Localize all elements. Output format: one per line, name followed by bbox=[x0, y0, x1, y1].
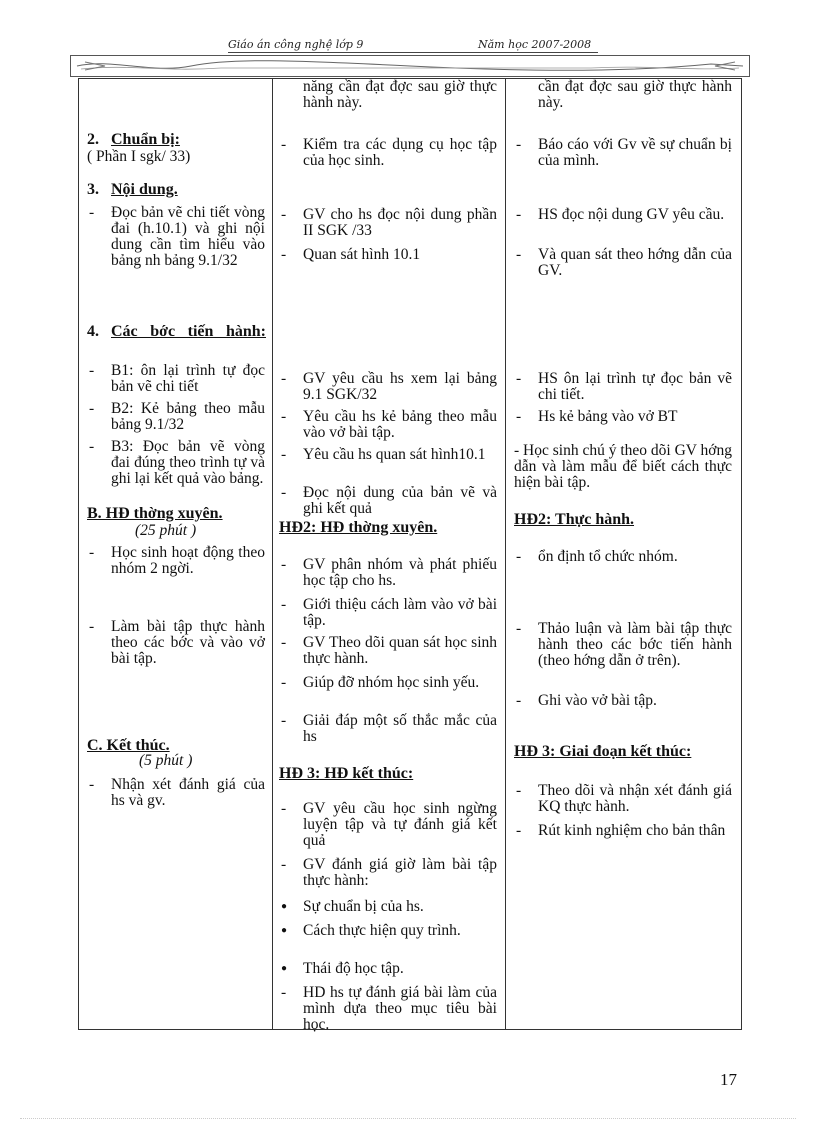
column-2 bbox=[273, 78, 506, 1033]
col2-item-2: - GV cho hs đọc nội dung phần II SGK /33 bbox=[303, 207, 497, 239]
section-2-number: 2. bbox=[87, 131, 99, 148]
section-b-title: B. HĐ thờng xuyên. bbox=[87, 505, 223, 522]
col3-top-text: cần đạt đợc sau giờ thực hành này. bbox=[538, 78, 732, 111]
col2-item-13: - GV yêu cầu học sinh ngừng luyện tập và tự đánh giá kết quả bbox=[303, 801, 497, 849]
column-3 bbox=[506, 79, 742, 1030]
ornament-icon bbox=[71, 56, 749, 76]
col3-item-10: - Rút kinh nghiệm cho bản thân bbox=[538, 823, 732, 839]
col3-item-3: - Và quan sát theo hớng dẫn của GV. bbox=[538, 247, 732, 279]
col3-hd3-title: HĐ 3: Giai đoạn kết thúc: bbox=[514, 743, 692, 760]
section-b-item-1: - Học sinh hoạt động theo nhóm 2 ngời. bbox=[111, 545, 265, 577]
footer-dotted-rule bbox=[20, 1118, 796, 1119]
col2-item-4: - GV yêu cầu hs xem lại bảng 9.1 SGK/32 bbox=[303, 371, 497, 403]
lesson-table bbox=[78, 78, 742, 1033]
header-rule bbox=[228, 52, 598, 53]
col3-item-8: - Ghi vào vở bài tập. bbox=[538, 693, 732, 709]
step-b2: - B2: Kẻ bảng theo mẫu bảng 9.1/32 bbox=[111, 401, 265, 433]
col3-item-6: - ổn định tổ chức nhóm. bbox=[538, 549, 732, 565]
section-3-title: Nội dung. bbox=[111, 181, 178, 198]
header-right: Năm học 2007-2008 bbox=[478, 38, 592, 51]
col2-item-8: - GV phân nhóm và phát phiếu học tập cho hs. bbox=[303, 557, 497, 589]
col3-item-9: - Theo dõi và nhận xét đánh giá KQ thực hành. bbox=[538, 783, 732, 815]
section-2-title: Chuẩn bị: bbox=[111, 131, 180, 148]
col2-item-11: - Giúp đỡ nhóm học sinh yếu. bbox=[303, 675, 497, 691]
col2-bullet-2: ● Cách thực hiện quy trình. bbox=[303, 923, 497, 939]
section-b-time: (25 phút ) bbox=[135, 522, 197, 539]
col2-item-7: - Đọc nội dung của bản vẽ và ghi kết quả bbox=[303, 485, 497, 517]
col3-hd2-title: HĐ2: Thực hành. bbox=[514, 511, 635, 528]
col3-item-2: - HS đọc nội dung GV yêu cầu. bbox=[538, 207, 732, 223]
col2-item-3: - Quan sát hình 10.1 bbox=[303, 247, 497, 263]
section-4-number: 4. bbox=[87, 323, 99, 340]
section-3-number: 3. bbox=[87, 181, 99, 198]
col2-bullet-3: ● Thái độ học tập. bbox=[303, 961, 497, 977]
page-number: 17 bbox=[720, 1070, 737, 1089]
step-b1: - B1: ôn lại trình tự đọc bản vẽ chi tiết bbox=[111, 363, 265, 395]
section-c-time: (5 phút ) bbox=[139, 752, 193, 769]
section-2-sub: ( Phần I sgk/ 33) bbox=[87, 148, 191, 165]
step-b3: - B3: Đọc bản vẽ vòng đai đúng theo trình tự và ghi lại kết quả vào bảng. bbox=[111, 439, 265, 487]
col2-item-9: - Giới thiệu cách làm vào vở bài tập. bbox=[303, 597, 497, 629]
col3-paragraph: - Học sinh chú ý theo dõi GV hớng dẫn và làm mẫu để biết cách thực hiện bài tập. bbox=[514, 442, 732, 491]
col2-hd2-title: HĐ2: HĐ thờng xuyên. bbox=[279, 519, 438, 536]
col2-hd3-title: HĐ 3: HĐ kết thúc: bbox=[279, 765, 414, 782]
col3-item-7: - Thảo luận và làm bài tập thực hành theo các bớc tiến hành (theo hớng dẫn ở trên). bbox=[538, 621, 732, 669]
section-c-title: C. Kết thúc. bbox=[87, 737, 170, 754]
col2-top-text: năng cần đạt đợc sau giờ thực hành này. bbox=[303, 78, 497, 111]
col2-item-6: - Yêu cầu hs quan sát hình10.1 bbox=[303, 447, 497, 463]
col2-item-10: - GV Theo dõi quan sát học sinh thực hành. bbox=[303, 635, 497, 667]
col2-item-5: - Yêu cầu hs kẻ bảng theo mẫu vào vở bài tập. bbox=[303, 409, 497, 441]
section-b-item-2: - Làm bài tập thực hành theo các bớc và vào vở bài tập. bbox=[111, 619, 265, 667]
section-c-item-1: - Nhận xét đánh giá của hs và gv. bbox=[111, 777, 265, 809]
col2-item-12: - Giải đáp một số thắc mắc của hs bbox=[303, 713, 497, 745]
col2-item-1: - Kiểm tra các dụng cụ học tập của học sinh. bbox=[303, 137, 497, 169]
col3-item-1: - Báo cáo với Gv về sự chuẩn bị của mình. bbox=[538, 137, 732, 169]
col2-item-15: - HD hs tự đánh giá bài làm của mình dựa theo mục tiêu bài học. bbox=[303, 985, 497, 1033]
column-1 bbox=[79, 79, 273, 1030]
col3-item-4: - HS ôn lại trình tự đọc bản vẽ chi tiết. bbox=[538, 371, 732, 403]
col2-item-14: - GV đánh giá giờ làm bài tập thực hành: bbox=[303, 857, 497, 889]
col2-bullet-1: ● Sự chuẩn bị của hs. bbox=[303, 899, 497, 915]
decorative-banner bbox=[70, 55, 750, 77]
section-4-title: Các bớc tiến hành: bbox=[111, 323, 266, 340]
header-left: Giáo án công nghệ lớp 9 bbox=[228, 38, 364, 51]
col3-item-5: - Hs kẻ bảng vào vở BT bbox=[538, 409, 732, 425]
section-3-item: - Đọc bản vẽ chi tiết vòng đai (h.10.1) và ghi nội dung cần tìm hiểu vào bảng nh bảng 9.1/32 bbox=[111, 205, 265, 269]
